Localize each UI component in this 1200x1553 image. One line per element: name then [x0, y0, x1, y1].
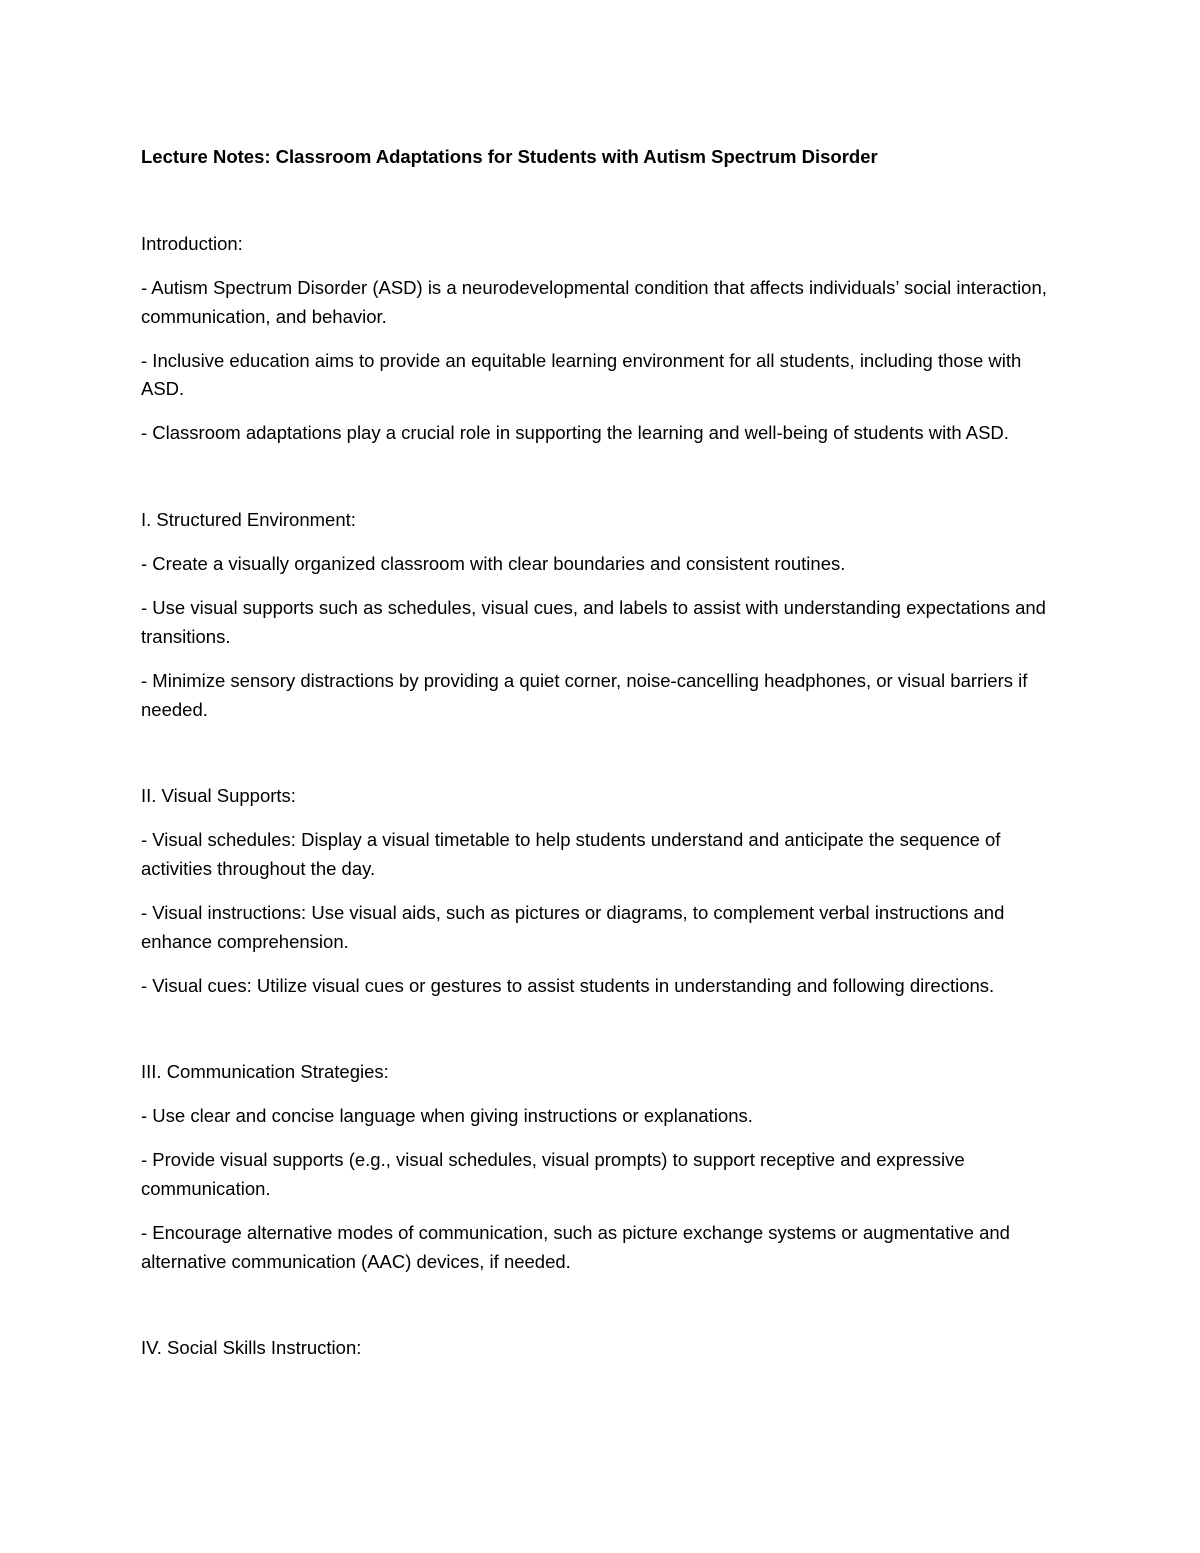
- section-bullet: - Use clear and concise language when giving instructions or explanations.: [141, 1105, 753, 1127]
- section-bullet: - Visual cues: Utilize visual cues or gestures to assist students in understanding and following directions.: [141, 974, 995, 996]
- intro-bullet: - Inclusive education aims to provide an equitable learning environment for all students, including those with ASD.: [141, 349, 1022, 400]
- intro-bullet: - Classroom adaptations play a crucial role in supporting the learning and well-being of students with ASD.: [141, 422, 1009, 444]
- section-heading-communication-strategies: III. Communication Strategies:: [141, 1061, 389, 1083]
- section-bullet: - Create a visually organized classroom with clear boundaries and consistent routines.: [141, 553, 846, 575]
- section-heading-structured-environment: I. Structured Environment:: [141, 509, 356, 531]
- section-bullet: - Visual instructions: Use visual aids, such as pictures or diagrams, to complement verbal instructions and enhance comprehension.: [141, 901, 1005, 952]
- section-heading-visual-supports: II. Visual Supports:: [141, 785, 296, 807]
- section-bullet: - Visual schedules: Display a visual timetable to help students understand and anticipate the sequence of activities throughout the day.: [141, 829, 1001, 879]
- section-bullet: - Encourage alternative modes of communication, such as picture exchange systems or augmentative and alternative communication (AAC) devices, if needed.: [141, 1222, 1010, 1272]
- section-bullet: - Minimize sensory distractions by providing a quiet corner, noise-cancelling headphones, or visual barriers if needed.: [141, 669, 1028, 720]
- section-bullet: - Provide visual supports (e.g., visual schedules, visual prompts) to support receptive and expressive communication.: [141, 1149, 965, 1199]
- intro-heading: Introduction:: [141, 233, 243, 254]
- intro-bullet: - Autism Spectrum Disorder (ASD) is a neurodevelopmental condition that affects individuals’ social interaction, communication, and behavior.: [141, 277, 1047, 327]
- section-bullet: - Use visual supports such as schedules, visual cues, and labels to assist with understanding expectations and transitions.: [141, 597, 1046, 647]
- document-body: [141, 143, 1066, 1363]
- section-heading-social-skills-instruction: IV. Social Skills Instruction:: [141, 1337, 362, 1359]
- document-title: Lecture Notes: Classroom Adaptations for Students with Autism Spectrum Disorder: [141, 146, 878, 167]
